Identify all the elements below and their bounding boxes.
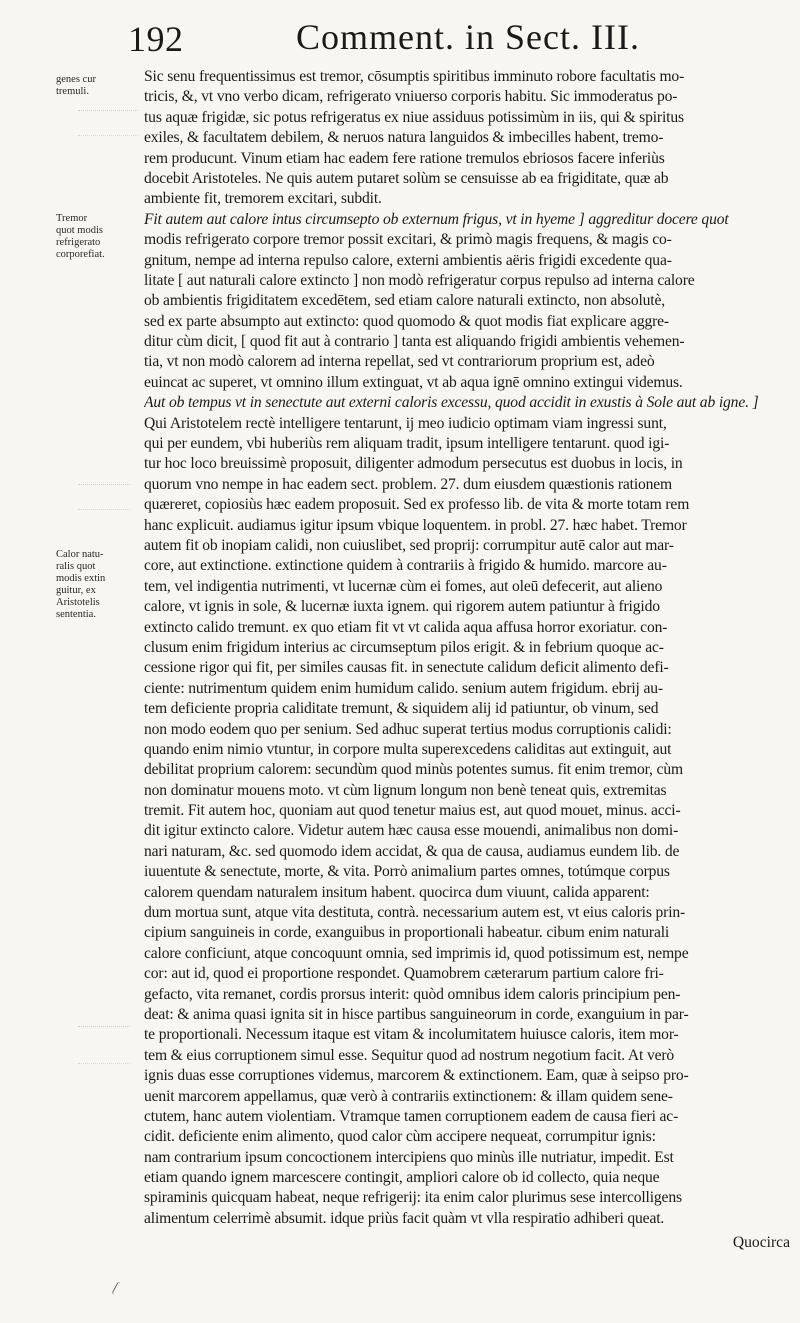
text-line: core, aut extinctione. extinctione quidem à contrariis à frigido & humido. marcore au- [144, 557, 667, 575]
text-line: ob ambientis frigiditatem excedētem, sed etiam calore naturali extincto, non absolutè, [144, 292, 666, 310]
lemma-line: Fit autem aut calore intus circumsepto ob externum frigus, vt in hyeme ] aggreditur docere quot [144, 210, 729, 228]
text-line: tem, vel indigentia nutrimenti, vt lucernæ cùm ei fomes, aut oleū defecerit, aut alieno [144, 577, 663, 595]
text-line: etiam quando ignem marcescere contingit, ampliori calore ob id collecto, quia neque [144, 1169, 660, 1187]
text-line: gefacto, vita remanet, cordis prorsus interit: quòd omnibus idem caloris principium pen- [144, 985, 681, 1003]
text-line: modis refrigerato corpore tremor possit excitari, & primò magis frequens, & magis co- [144, 231, 672, 249]
ink-stroke-mark [111, 1281, 127, 1299]
margin-note-line: corporefiat. [56, 249, 105, 260]
margin-note-calor [56, 549, 140, 621]
text-line: ctutem, hanc autem violentiam. Vtramque tamen corruptionem eadem de causa fieri ac- [144, 1107, 679, 1125]
text-line: cessione rigor qui fit, per similes causas fit. in senectute calidum deficit alimento defi- [144, 659, 669, 677]
text-line: docebit Aristoteles. Ne quis autem putaret solùm se censuisse ab ea frigiditate, quæ ab [144, 169, 669, 187]
text-line: nari naturam, &c. sed quomodo idem accidat, & qua de causa, audiamus eundem lib. de [144, 842, 680, 860]
margin-note-line: Aristotelis [56, 597, 100, 608]
text-line: calorem quendam naturalem insitum habent. quocirca dum viuunt, calida apparent: [144, 883, 650, 901]
text-line: euincat ac superet, vt omnino illum extinguat, vt ab aqua ignē omnino extingui videmus. [144, 373, 683, 391]
catchword: Quocirca [732, 1234, 790, 1251]
text-line: dum mortua sunt, atque vita destituta, contrà. necessarium autem est, vt eius caloris prin- [144, 904, 686, 922]
text-line: tus aquæ frigidæ, sic potus refrigeratus ex niue assiduus potissimùm in iis, qui & spiritus [144, 108, 684, 126]
text-line: tia, vt non modò calorem ad interna repellat, sed vt contrariorum proprium est, adeò [144, 353, 655, 371]
text-line: non dominatur mouens moto. vt cùm lignum longum non benè teneat quis, extremitas [144, 781, 667, 799]
bleed-through-mark [78, 1026, 130, 1064]
text-line: hanc explicuit. audiamus igitur ipsum vbique loquentem. in probl. 27. hæc habet. Tremor [144, 516, 687, 534]
text-line: alimentum celerrimè absumit. idque priùs facit quàm vt vlla respiratio adhiberi queat. [144, 1209, 665, 1227]
text-line: calore, vt ignis in sole, & lucernæ iuxta ignem. qui rigorem autem patiuntur à frigido [144, 598, 660, 616]
bleed-through-mark [78, 110, 138, 136]
text-line: spiraminis quicquam habeat, neque refrigerij: ita enim calor plurimus sese intercolligens [144, 1189, 682, 1207]
margin-note-line: modis extin [56, 573, 106, 584]
margin-note-line: Tremor [56, 213, 88, 224]
text-line: cor: aut id, quod ei proportione respondet. Quamobrem cæterarum partium calore fri- [144, 965, 664, 983]
body-text [144, 67, 794, 1229]
text-line: quorum vno nempe in hac eadem sect. problem. 27. dum eiusdem quæstionis rationem [144, 475, 673, 493]
margin-note-line: guitur, ex [56, 585, 96, 596]
bleed-through-mark [78, 484, 130, 510]
text-line: deat: & anima quasi ignita sit in hisce partibus sanguineorum in corde, exanguium in par- [144, 1005, 689, 1023]
text-line: Qui Aristotelem rectè intelligere tentarunt, ij meo iudicio optimam viam ingressi sunt, [144, 414, 667, 432]
margin-note-tremuli [56, 74, 140, 98]
text-line: dit igitur extincto calore. Videtur autem hæc causa esse mouendi, animalibus non domi- [144, 822, 679, 840]
text-line: tremit. Fit autem hoc, quoniam aut quod tenetur maius est, aut quod mouet, minus. acci- [144, 802, 681, 820]
margin-note-line: genes cur [56, 74, 96, 85]
text-line: Sic senu frequentissimus est tremor, cōsumptis spiritibus imminuto robore facultatis mo- [144, 68, 685, 85]
text-line: quando enim nimio vtuntur, in corpore multa superexcedens caliditas aut extinguit, aut [144, 740, 672, 758]
lemma-line: Aut ob tempus vt in senectute aut externi caloris excessu, quod accidit in exustis à Sole aut ab igne. ] [144, 394, 759, 412]
text-line: ciente: nutrimentum quidem enim humidum calido. senium autem frigidum. ebrij au- [144, 679, 663, 697]
margin-note-line: sententia. [56, 609, 96, 620]
text-line: non modo eodem quo per senium. Sed adhuc superat tertius modus corruptionis calidi: [144, 720, 672, 738]
text-line: iuuentute & senectute, morte, & vita. Porrò animalium partes omnes, totúmque corpus [144, 863, 670, 881]
text-line: tricis, &, vt vno verbo dicam, refrigerato vniuerso corporis habitu. Sic immoderatus po- [144, 88, 678, 106]
text-line: uenit marcorem appellamus, quæ verò à contrariis extinctionem: & illam quidem sene- [144, 1087, 673, 1105]
text-line: nam contrarium ipsum concoctionem intercipiens quo minùs ille nutriatur, impedit. Est [144, 1148, 674, 1166]
text-line: ditur cùm dicit, [ quod fit aut à contrario ] tanta est aliquando frigidi ambientis vehemen- [144, 333, 685, 351]
text-line: exiles, & facultatem debilem, & neruos natura languidos & imbecilles habent, tremo- [144, 129, 664, 147]
text-line: tem deficiente propria caliditate tremunt, & siquidem alij id patiuntur, ob vinum, sed [144, 700, 659, 718]
margin-note-tremor [56, 213, 140, 261]
text-line: autem fit ob inopiam calidi, non cuiuslibet, sed proprij: corrumpitur autē calor aut mar- [144, 536, 674, 554]
margin-note-line: tremuli. [56, 86, 89, 97]
text-line: litate [ aut naturali calore extincto ] non modò refrigeratur corpus repulso ad interna calore [144, 271, 695, 289]
text-line: ignis duas esse corruptiones videmus, marcorem & extinctionem. Eam, quæ à seipso pro- [144, 1067, 689, 1085]
text-line: rem producunt. Vinum etiam hac eadem fere ratione tremulos ebriosos facere inferiùs [144, 149, 665, 167]
text-line: qui per eundem, vbi huberiùs rem aliquam tradit, ipsum intelligere tentarunt. quod igi- [144, 435, 670, 453]
text-line: gnitum, nempe ad interna repulso calore, externi ambientis aëris frigidi excedente qua- [144, 251, 672, 269]
margin-note-line: refrigerato [56, 237, 101, 248]
text-line: extincto calido tremunt. ex quo etiam fit vt vt calida aqua affusa horror exoriatur. con- [144, 618, 668, 636]
text-line: calore conficiunt, atque concoquunt omnia, sed imprimis id, quod potissimum est, nempe [144, 944, 689, 962]
margin-note-line: quot modis [56, 225, 103, 236]
text-line: ambiente fit, tremorem excitari, subdit. [144, 190, 382, 208]
running-title: Comment. in Sect. III. [296, 17, 640, 57]
margin-note-line: ralis quot [56, 561, 96, 572]
text-line: quæreret, copiosiùs hæc eadem proposuit. Sed ex professo lib. de vita & morte totam rem [144, 496, 690, 514]
text-line: tem & eius corruptionem simul esse. Sequitur quod ad nostrum negotium facit. At verò [144, 1046, 675, 1064]
text-line: cidit. deficiente enim alimento, quod calor cùm accipere nequeat, corrumpitur ignis: [144, 1128, 656, 1146]
page-number: 192 [128, 19, 184, 59]
text-line: tur hoc loco breuissimè proposuit, diligenter admodum persecutus est duobus in locis, in [144, 455, 683, 473]
margin-note-line: Calor natu- [56, 549, 104, 560]
text-line: cipium sanguineis in corde, exanguibus in proportionali habeatur. cibum enim naturali [144, 924, 670, 942]
text-line: sed ex parte absumpto aut extincto: quod quomodo & quot modis fiat explicare aggre- [144, 312, 669, 330]
text-line: debilitat proprium calorem: secundùm quod minùs potentes sumus. fit enim tremor, cùm [144, 761, 683, 779]
text-line: clusum enim frigidum interius ac circumseptum pilos erigit. & in febrium quoque ac- [144, 638, 664, 656]
page-header [0, 12, 800, 62]
text-line: te proportionali. Necessum itaque est vitam & incolumitatem huiusce caloris, item mor- [144, 1026, 679, 1044]
